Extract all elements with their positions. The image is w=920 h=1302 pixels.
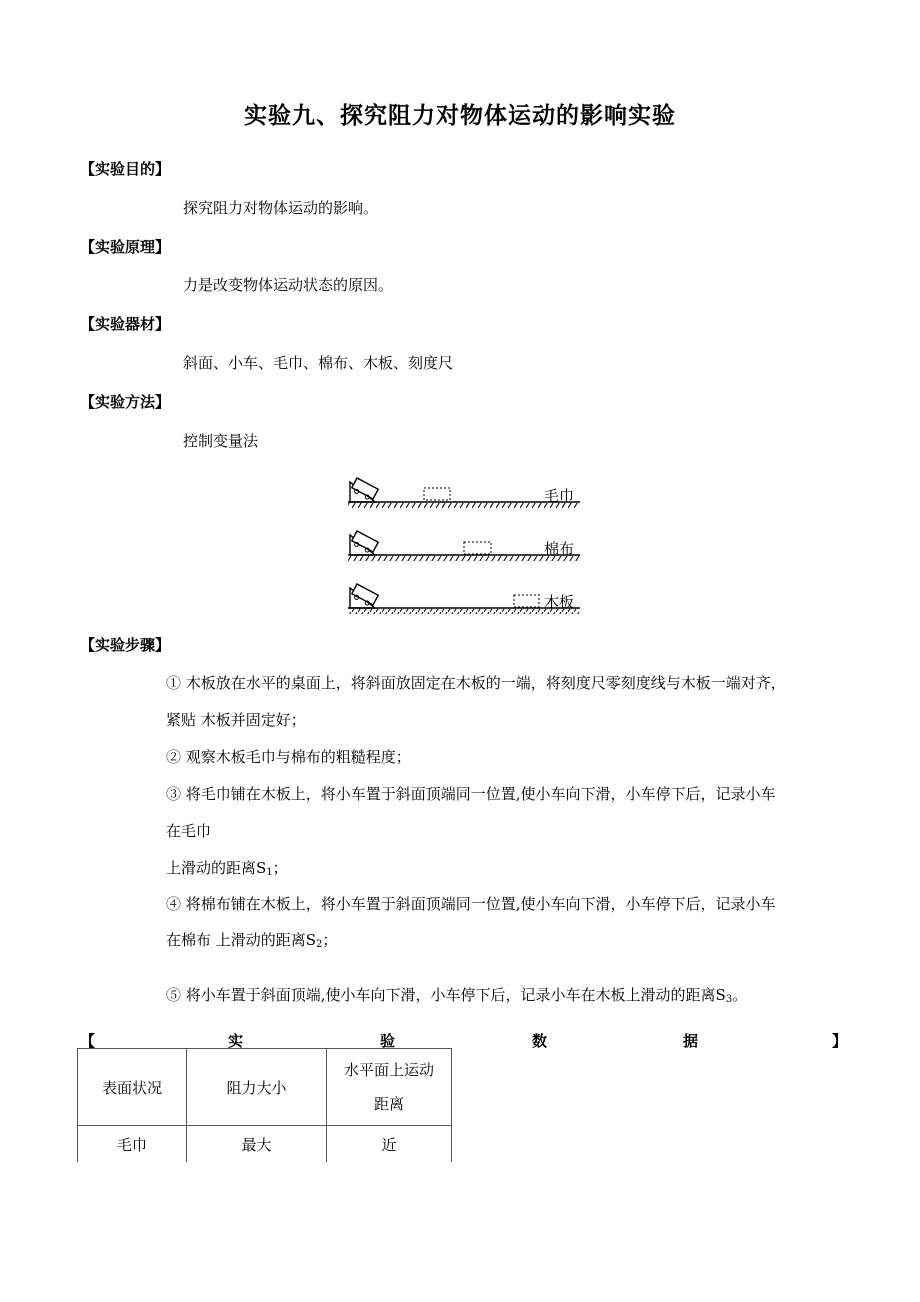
purpose-heading: 【实验目的】 xyxy=(80,160,171,178)
equipment-text: 斜面、小车、毛巾、棉布、木板、刻度尺 xyxy=(183,354,454,372)
step-3-line-3 xyxy=(166,857,288,878)
header-distance-line-1: 水平面上运动 xyxy=(343,1061,434,1079)
data-heading-char: 数 xyxy=(532,1032,548,1050)
data-table xyxy=(77,1048,452,1162)
data-heading-char: 】 xyxy=(832,1032,848,1050)
principle-heading: 【实验原理】 xyxy=(80,238,171,256)
data-heading-char: 【 xyxy=(80,1032,96,1050)
step-5 xyxy=(166,984,747,1005)
page-title: 实验九、探究阻力对物体运动的影响实验 xyxy=(244,103,676,129)
step-3-end: ； xyxy=(272,859,288,877)
equipment-heading: 【实验器材】 xyxy=(80,315,171,333)
cell-surface: 毛巾 xyxy=(78,1126,187,1163)
step-3-text: 上滑动的距离S xyxy=(166,859,267,877)
data-heading-char: 据 xyxy=(683,1032,699,1050)
principle-text: 力是改变物体运动状态的原因。 xyxy=(183,276,394,294)
step-5-subscript: 3 xyxy=(725,994,733,1005)
figure-label-towel: 毛巾 xyxy=(544,487,575,505)
figure-label-wood: 木板 xyxy=(544,593,575,611)
header-distance-line-2: 距离 xyxy=(373,1095,404,1113)
step-2: ② 观察木板毛巾与棉布的粗糙程度； xyxy=(166,748,411,766)
header-resistance: 阻力大小 xyxy=(187,1049,327,1126)
data-heading-char: 验 xyxy=(380,1032,396,1050)
method-heading: 【实验方法】 xyxy=(80,393,171,411)
step-4-line-1: ④ 将棉布铺在木板上，将小车置于斜面顶端同一位置,使小车向下滑，小车停下后，记录小车 xyxy=(166,895,776,913)
step-3-line-1: ③ 将毛巾铺在木板上，将小车置于斜面顶端同一位置,使小车向下滑，小车停下后，记录小车 xyxy=(166,785,776,803)
header-distance xyxy=(327,1049,452,1126)
steps-heading: 【实验步骤】 xyxy=(80,636,171,654)
cell-resistance: 最大 xyxy=(187,1126,327,1163)
step-4-end: ； xyxy=(322,931,338,949)
step-4-text: 在棉布 上滑动的距离S xyxy=(166,931,317,949)
step-3-subscript: 1 xyxy=(266,867,273,878)
table-row xyxy=(78,1126,452,1163)
header-surface: 表面状况 xyxy=(78,1049,187,1126)
step-4-subscript: 2 xyxy=(316,939,323,950)
step-3-line-2: 在毛巾 xyxy=(166,822,212,840)
cell-distance: 近 xyxy=(327,1126,452,1163)
data-heading-char: 实 xyxy=(228,1032,244,1050)
step-4-line-2 xyxy=(166,929,337,950)
step-1-line-2: 紧贴 木板并固定好； xyxy=(166,711,306,729)
step-5-end: 。 xyxy=(732,986,748,1004)
step-5-text: ⑤ 将小车置于斜面顶端,使小车向下滑，小车停下后，记录小车在木板上滑动的距离S xyxy=(166,986,726,1004)
figure-label-cotton: 棉布 xyxy=(544,540,575,558)
step-1-line-1: ① 木板放在水平的桌面上，将斜面放固定在木板的一端，将刻度尺零刻度线与木板一端对齐， xyxy=(166,674,786,692)
purpose-text: 探究阻力对物体运动的影响。 xyxy=(183,199,379,217)
method-text: 控制变量法 xyxy=(183,432,259,450)
